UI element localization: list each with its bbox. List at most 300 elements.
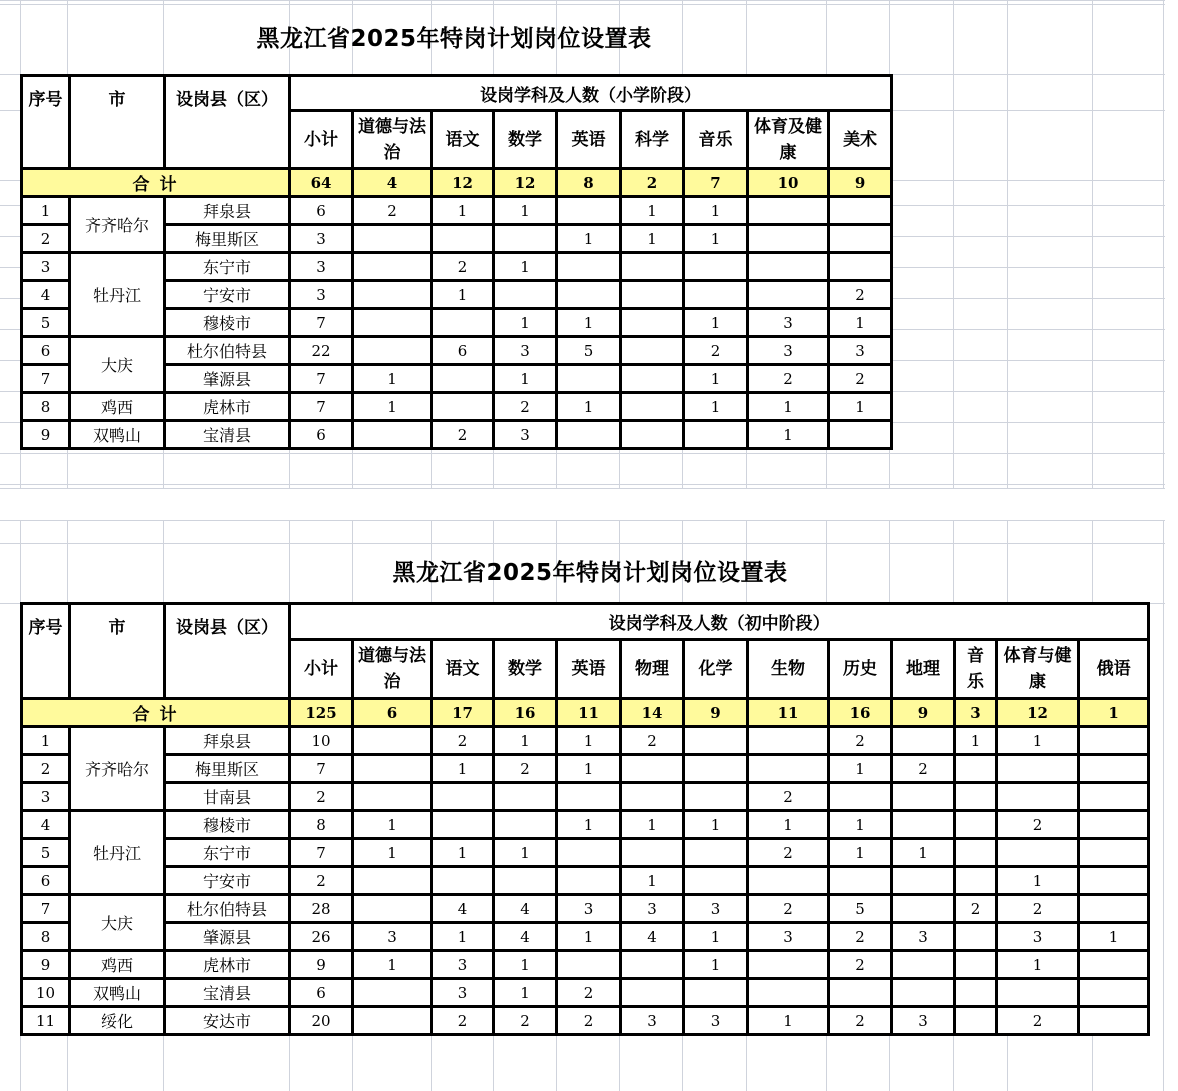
row-city: 大庆	[70, 895, 165, 951]
row-value: 1	[892, 839, 955, 867]
row-value: 2	[432, 1007, 494, 1035]
total-value: 9	[829, 169, 892, 197]
row-seq: 4	[22, 811, 70, 839]
row-seq: 7	[22, 365, 70, 393]
table-row	[22, 951, 1149, 979]
row-value: 4	[494, 923, 557, 951]
row-value	[621, 337, 684, 365]
table-row	[22, 253, 892, 281]
row-value: 1	[432, 197, 494, 225]
row-value: 1	[353, 365, 432, 393]
row-subtotal: 7	[290, 393, 353, 421]
row-value	[432, 365, 494, 393]
row-city: 齐齐哈尔	[70, 727, 165, 811]
row-value: 1	[829, 755, 892, 783]
row-value	[353, 979, 432, 1007]
total-value: 3	[955, 699, 997, 727]
row-county: 拜泉县	[165, 727, 290, 755]
sheet-title: 黑龙江省2025年特岗计划岗位设置表	[392, 560, 788, 586]
row-value	[892, 895, 955, 923]
row-subtotal: 3	[290, 225, 353, 253]
row-value	[748, 727, 829, 755]
header-row	[22, 76, 892, 111]
row-value	[892, 783, 955, 811]
row-value	[684, 755, 748, 783]
row-value: 1	[684, 225, 748, 253]
row-county: 宝清县	[165, 979, 290, 1007]
row-value	[829, 867, 892, 895]
row-value	[892, 727, 955, 755]
row-value: 2	[557, 1007, 621, 1035]
row-county: 穆棱市	[165, 811, 290, 839]
row-value	[353, 727, 432, 755]
row-value: 1	[684, 197, 748, 225]
grid-line	[0, 453, 1165, 454]
row-value: 3	[829, 337, 892, 365]
row-value: 2	[748, 895, 829, 923]
total-value: 12	[997, 699, 1079, 727]
header-subject: 物理	[621, 640, 684, 699]
row-city: 鸡西	[70, 393, 165, 421]
row-value: 1	[432, 923, 494, 951]
row-value	[829, 225, 892, 253]
row-value: 1	[353, 839, 432, 867]
header-row	[22, 604, 1149, 640]
header-subject: 音乐	[684, 111, 748, 169]
row-value: 3	[432, 951, 494, 979]
total-value: 9	[684, 699, 748, 727]
total-value: 6	[353, 699, 432, 727]
row-seq: 1	[22, 727, 70, 755]
row-value	[829, 421, 892, 449]
row-value	[621, 421, 684, 449]
row-value	[621, 393, 684, 421]
grid-line	[0, 484, 1165, 485]
row-value: 3	[748, 337, 829, 365]
total-value: 12	[494, 169, 557, 197]
row-value: 1	[432, 281, 494, 309]
row-city: 双鸭山	[70, 979, 165, 1007]
row-value	[955, 783, 997, 811]
row-value: 1	[432, 755, 494, 783]
row-value	[621, 365, 684, 393]
row-value: 3	[494, 421, 557, 449]
row-value	[684, 281, 748, 309]
row-county: 宁安市	[165, 867, 290, 895]
table-row	[22, 1007, 1149, 1035]
row-value: 1	[557, 727, 621, 755]
row-value	[684, 727, 748, 755]
row-value	[1079, 979, 1149, 1007]
row-value	[353, 421, 432, 449]
row-value	[748, 197, 829, 225]
row-value: 1	[997, 951, 1079, 979]
row-seq: 2	[22, 755, 70, 783]
row-value	[557, 951, 621, 979]
row-value	[955, 1007, 997, 1035]
row-county: 肇源县	[165, 365, 290, 393]
row-value: 1	[955, 727, 997, 755]
row-value	[353, 309, 432, 337]
row-value	[494, 783, 557, 811]
row-value	[955, 839, 997, 867]
row-value	[892, 867, 955, 895]
row-county: 安达市	[165, 1007, 290, 1035]
header-subject: 美术	[829, 111, 892, 169]
row-value: 3	[748, 923, 829, 951]
row-value	[557, 281, 621, 309]
row-value: 2	[557, 979, 621, 1007]
row-value	[684, 867, 748, 895]
row-value: 1	[494, 727, 557, 755]
row-value: 4	[494, 895, 557, 923]
row-value: 3	[557, 895, 621, 923]
table-row	[22, 727, 1149, 755]
row-seq: 3	[22, 783, 70, 811]
row-value	[997, 755, 1079, 783]
row-city: 大庆	[70, 337, 165, 393]
row-subtotal: 26	[290, 923, 353, 951]
row-city: 牡丹江	[70, 811, 165, 895]
row-value: 5	[557, 337, 621, 365]
row-value	[684, 839, 748, 867]
header-subject: 俄语	[1079, 640, 1149, 699]
grid-line	[0, 520, 1165, 521]
row-subtotal: 6	[290, 979, 353, 1007]
row-value	[494, 281, 557, 309]
total-value: 2	[621, 169, 684, 197]
row-subtotal: 2	[290, 783, 353, 811]
row-value: 1	[1079, 923, 1149, 951]
row-value	[997, 783, 1079, 811]
row-county: 梅里斯区	[165, 755, 290, 783]
row-value	[432, 867, 494, 895]
row-county: 宁安市	[165, 281, 290, 309]
row-seq: 3	[22, 253, 70, 281]
row-subtotal: 2	[290, 867, 353, 895]
row-county: 杜尔伯特县	[165, 337, 290, 365]
row-value: 1	[494, 253, 557, 281]
row-value	[432, 783, 494, 811]
total-value: 1	[1079, 699, 1149, 727]
row-value	[621, 309, 684, 337]
row-value	[494, 225, 557, 253]
row-value	[1079, 1007, 1149, 1035]
total-label: 合 计	[22, 699, 290, 727]
row-seq: 8	[22, 393, 70, 421]
row-seq: 10	[22, 979, 70, 1007]
row-value	[353, 253, 432, 281]
row-value	[955, 951, 997, 979]
row-value: 1	[353, 811, 432, 839]
table-row	[22, 839, 1149, 867]
total-value: 4	[353, 169, 432, 197]
row-value	[955, 755, 997, 783]
row-value: 3	[892, 923, 955, 951]
row-value: 3	[684, 1007, 748, 1035]
row-value	[684, 979, 748, 1007]
row-value: 2	[829, 727, 892, 755]
row-value	[748, 253, 829, 281]
row-value	[353, 755, 432, 783]
row-value: 1	[684, 365, 748, 393]
row-value	[621, 281, 684, 309]
row-value	[1079, 839, 1149, 867]
row-city: 鸡西	[70, 951, 165, 979]
row-seq: 5	[22, 839, 70, 867]
row-value	[494, 867, 557, 895]
row-value: 1	[621, 867, 684, 895]
row-value	[353, 783, 432, 811]
row-value: 2	[432, 253, 494, 281]
row-value	[432, 309, 494, 337]
row-subtotal: 7	[290, 365, 353, 393]
row-seq: 9	[22, 951, 70, 979]
row-value	[557, 421, 621, 449]
row-seq: 2	[22, 225, 70, 253]
row-value	[748, 755, 829, 783]
row-value	[955, 811, 997, 839]
row-value: 4	[621, 923, 684, 951]
row-seq: 9	[22, 421, 70, 449]
row-subtotal: 22	[290, 337, 353, 365]
row-value: 2	[997, 895, 1079, 923]
row-value: 2	[829, 1007, 892, 1035]
row-value: 2	[494, 755, 557, 783]
total-value: 12	[432, 169, 494, 197]
row-city: 绥化	[70, 1007, 165, 1035]
row-value	[997, 839, 1079, 867]
row-county: 梅里斯区	[165, 225, 290, 253]
row-value: 2	[829, 281, 892, 309]
row-value	[748, 867, 829, 895]
row-value	[557, 253, 621, 281]
header-subject: 数学	[494, 640, 557, 699]
row-value: 1	[557, 923, 621, 951]
row-value: 1	[557, 225, 621, 253]
row-value: 2	[494, 393, 557, 421]
row-value: 3	[621, 1007, 684, 1035]
row-value	[748, 951, 829, 979]
row-value: 1	[997, 867, 1079, 895]
row-value: 1	[621, 225, 684, 253]
row-subtotal: 3	[290, 253, 353, 281]
row-subtotal: 7	[290, 755, 353, 783]
row-subtotal: 6	[290, 197, 353, 225]
header-subject: 科学	[621, 111, 684, 169]
total-value: 10	[748, 169, 829, 197]
row-value	[829, 783, 892, 811]
row-value	[621, 979, 684, 1007]
row-value: 2	[494, 1007, 557, 1035]
row-value	[353, 895, 432, 923]
header-subject: 英语	[557, 111, 621, 169]
row-value: 1	[557, 393, 621, 421]
row-value: 2	[997, 1007, 1079, 1035]
row-value: 3	[748, 309, 829, 337]
total-value: 16	[829, 699, 892, 727]
row-value	[621, 839, 684, 867]
header-subject: 体育及健康	[748, 111, 829, 169]
row-value: 2	[829, 365, 892, 393]
row-subtotal: 10	[290, 727, 353, 755]
row-seq: 5	[22, 309, 70, 337]
row-value	[829, 979, 892, 1007]
table-row	[22, 867, 1149, 895]
total-value: 8	[557, 169, 621, 197]
row-seq: 6	[22, 337, 70, 365]
row-value: 2	[684, 337, 748, 365]
row-value: 1	[353, 951, 432, 979]
row-value	[892, 979, 955, 1007]
table-row	[22, 811, 1149, 839]
header-subject: 生物	[748, 640, 829, 699]
header-subject: 英语	[557, 640, 621, 699]
total-value: 9	[892, 699, 955, 727]
row-county: 肇源县	[165, 923, 290, 951]
row-county: 虎林市	[165, 951, 290, 979]
row-value	[432, 393, 494, 421]
row-value	[955, 979, 997, 1007]
header-seq: 序号	[22, 76, 70, 169]
total-label: 合 计	[22, 169, 290, 197]
row-value: 3	[997, 923, 1079, 951]
header-city: 市	[70, 604, 165, 699]
row-value	[353, 225, 432, 253]
table-row	[22, 923, 1149, 951]
row-county: 宝清县	[165, 421, 290, 449]
row-seq: 1	[22, 197, 70, 225]
row-value: 2	[748, 365, 829, 393]
row-value: 1	[748, 393, 829, 421]
header-subject: 数学	[494, 111, 557, 169]
row-value: 5	[829, 895, 892, 923]
grid-line	[1163, 520, 1164, 1091]
row-value	[955, 867, 997, 895]
row-value: 1	[557, 811, 621, 839]
row-value	[829, 253, 892, 281]
row-seq: 11	[22, 1007, 70, 1035]
primary-school-table	[20, 74, 893, 450]
row-value: 2	[829, 951, 892, 979]
row-value: 1	[748, 421, 829, 449]
header-subject-group: 设岗学科及人数（小学阶段）	[290, 76, 892, 111]
row-value	[684, 253, 748, 281]
row-subtotal: 3	[290, 281, 353, 309]
row-value	[684, 421, 748, 449]
row-value: 1	[557, 755, 621, 783]
row-value: 3	[432, 979, 494, 1007]
row-subtotal: 9	[290, 951, 353, 979]
row-value	[1079, 951, 1149, 979]
row-value: 2	[829, 923, 892, 951]
table-row	[22, 979, 1149, 1007]
row-value: 1	[621, 811, 684, 839]
row-subtotal: 28	[290, 895, 353, 923]
header-subject: 地理	[892, 640, 955, 699]
row-value	[748, 281, 829, 309]
row-county: 虎林市	[165, 393, 290, 421]
row-value	[494, 811, 557, 839]
row-value: 6	[432, 337, 494, 365]
row-value: 4	[432, 895, 494, 923]
row-value: 1	[829, 839, 892, 867]
row-seq: 6	[22, 867, 70, 895]
row-value: 2	[432, 421, 494, 449]
row-value: 2	[997, 811, 1079, 839]
header-subject: 道德与法治	[353, 640, 432, 699]
row-value: 1	[829, 393, 892, 421]
row-value	[1079, 895, 1149, 923]
header-subtotal: 小计	[290, 111, 353, 169]
row-seq: 4	[22, 281, 70, 309]
header-subject: 道德与法治	[353, 111, 432, 169]
row-value	[353, 337, 432, 365]
table-row	[22, 755, 1149, 783]
row-value	[748, 979, 829, 1007]
row-value	[829, 197, 892, 225]
total-value: 11	[557, 699, 621, 727]
row-value: 1	[829, 811, 892, 839]
row-value: 2	[353, 197, 432, 225]
table-row	[22, 783, 1149, 811]
row-value: 1	[353, 393, 432, 421]
row-county: 东宁市	[165, 253, 290, 281]
row-value: 1	[494, 839, 557, 867]
row-value	[621, 755, 684, 783]
grid-line	[0, 0, 1165, 1]
total-row	[22, 699, 1149, 727]
row-value: 3	[353, 923, 432, 951]
row-value: 3	[494, 337, 557, 365]
row-value	[997, 979, 1079, 1007]
row-value: 3	[621, 895, 684, 923]
row-seq: 8	[22, 923, 70, 951]
row-value	[621, 783, 684, 811]
row-value	[1079, 811, 1149, 839]
row-county: 杜尔伯特县	[165, 895, 290, 923]
header-city: 市	[70, 76, 165, 169]
row-value: 1	[748, 811, 829, 839]
header-county: 设岗县（区）	[165, 604, 290, 699]
row-value: 1	[494, 979, 557, 1007]
row-value	[353, 1007, 432, 1035]
row-value	[955, 923, 997, 951]
row-value	[557, 197, 621, 225]
row-value: 1	[494, 365, 557, 393]
header-seq: 序号	[22, 604, 70, 699]
row-value: 3	[892, 1007, 955, 1035]
row-value: 1	[684, 393, 748, 421]
row-county: 穆棱市	[165, 309, 290, 337]
row-value	[748, 225, 829, 253]
grid-line	[0, 488, 1165, 489]
table-row	[22, 197, 892, 225]
table-row	[22, 337, 892, 365]
row-value	[353, 281, 432, 309]
row-value	[1079, 755, 1149, 783]
row-value: 2	[621, 727, 684, 755]
row-city: 双鸭山	[70, 421, 165, 449]
row-value: 1	[494, 309, 557, 337]
row-value	[557, 839, 621, 867]
table-row	[22, 895, 1149, 923]
row-value	[1079, 867, 1149, 895]
row-city: 齐齐哈尔	[70, 197, 165, 253]
row-value: 1	[829, 309, 892, 337]
header-subject: 体育与健康	[997, 640, 1079, 699]
row-value: 2	[432, 727, 494, 755]
